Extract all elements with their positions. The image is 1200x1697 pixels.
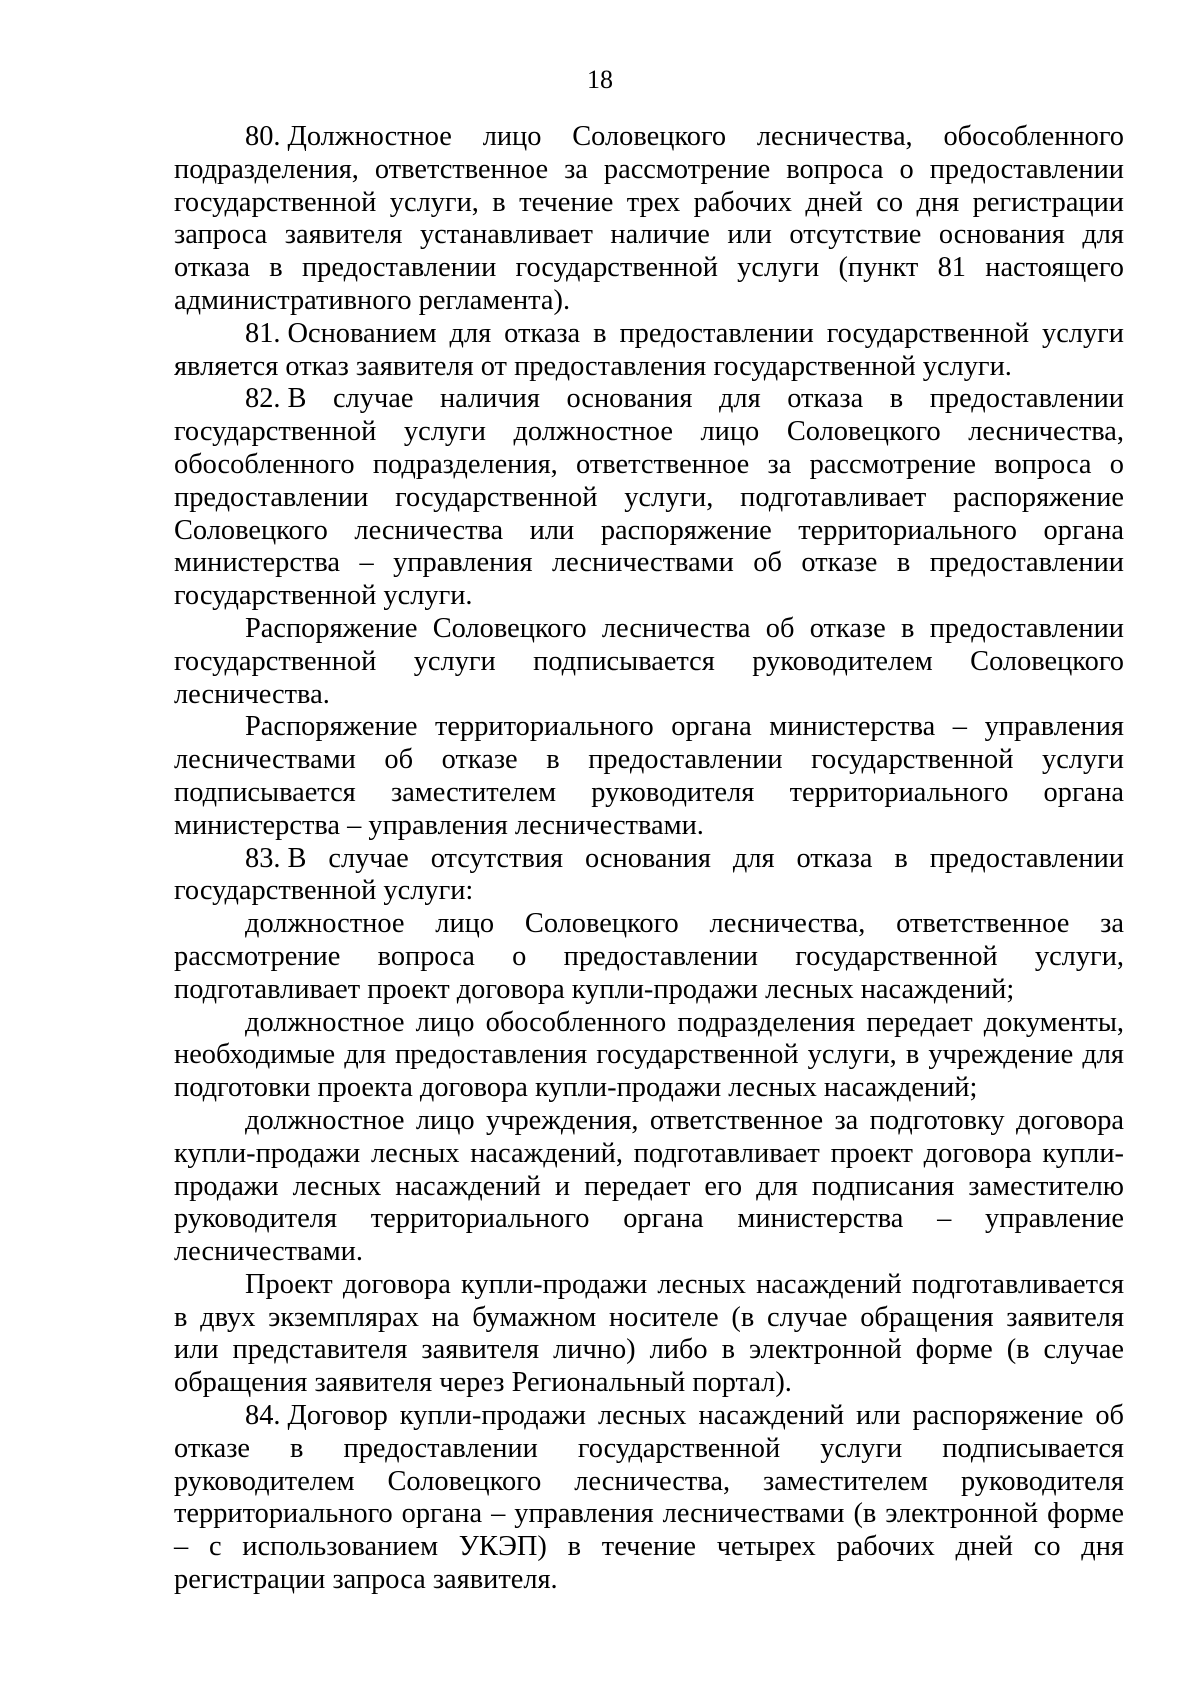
paragraph-number: 80. — [245, 121, 281, 152]
paragraph — [174, 121, 1124, 318]
paragraph — [174, 1105, 1124, 1269]
paragraph — [174, 1269, 1124, 1400]
paragraph — [174, 711, 1124, 842]
paragraph — [174, 318, 1124, 384]
paragraph — [174, 843, 1124, 909]
page-number: 18 — [587, 65, 613, 94]
paragraph-number: 82. — [245, 383, 281, 415]
paragraph-text: должностное лицо учреждения, ответственное за подготовку договора купли-продажи лесных насаждений, подготавливает проект договора купли-продажи лесных насаждений и передает его для подписания заместителю руководителя территориального органа министерства – управление лесничествами. — [174, 1104, 1124, 1268]
paragraph-number: 83. — [245, 842, 281, 874]
paragraph-text: Распоряжение Соловецкого лесничества об отказе в предоставлении государственной услуги подписывается руководителем Соловецкого лесничества. — [174, 612, 1124, 710]
paragraph-text: должностное лицо Соловецкого лесничества, ответственное за рассмотрение вопроса о предоставлении государственной услуги, подготавливает проект договора купли-продажи лесных насаждений; — [174, 908, 1124, 1005]
paragraph — [174, 613, 1124, 711]
paragraph-number: 81. — [245, 317, 281, 349]
paragraph-text: должностное лицо обособленного подразделения передает документы, необходимые для предоставления государственной услуги, в учреждение для подготовки проекта договора купли-продажи лесных насаждений; — [174, 1006, 1124, 1104]
paragraph-text: В случае отсутствия основания для отказа в предоставлении государственной услуги: — [174, 842, 1124, 907]
paragraph-text: Распоряжение территориального органа министерства – управления лесничествами об отказе в предоставлении государственной услуги подписывается заместителем руководителя территориального органа министерства – управления лесничествами. — [174, 711, 1124, 841]
paragraph — [174, 1400, 1124, 1597]
paragraph — [174, 1007, 1124, 1105]
paragraph-text: Основанием для отказа в предоставлении государственной услуги является отказ заявителя от предоставления государственной услуги. — [174, 317, 1124, 382]
document-body — [174, 121, 1124, 1597]
paragraph-number: 84. — [245, 1400, 281, 1432]
paragraph-text: Договор купли-продажи лесных насаждений или распоряжение об отказе в предоставлении государственной услуги подписывается руководителем Соловецкого лесничества, заместителем руководителя территориального органа – управления лесничествами (в электронной форме – с использованием УКЭП) в течение четырех рабочих дней со дня регистрации запроса заявителя. — [174, 1400, 1124, 1596]
paragraph — [174, 908, 1124, 1006]
paragraph-text: Должностное лицо Соловецкого лесничества, обособленного подразделения, ответственное за рассмотрение вопроса о предоставлении государственной услуги, в течение трех рабочих дней со дня регистрации запроса заявителя устанавливает наличие или отсутствие основания для отказа в предоставлении государственной услуги (пункт 81 настоящего административного регламента). — [174, 121, 1124, 316]
paragraph-text: В случае наличия основания для отказа в предоставлении государственной услуги должностное лицо Соловецкого лесничества, обособленного подразделения, ответственное за рассмотрение вопроса о предоставлении государственной услуги, подготавливает распоряжение Соловецкого лесничества или распоряжение территориального органа министерства – управления лесничествами об отказе в предоставлении государственной услуги. — [174, 383, 1124, 612]
paragraph — [174, 383, 1124, 613]
paragraph-text: Проект договора купли-продажи лесных насаждений подготавливается в двух экземплярах на бумажном носителе (в случае обращения заявителя или представителя заявителя лично) либо в электронной форме (в случае обращения заявителя через Региональный портал). — [174, 1268, 1124, 1399]
